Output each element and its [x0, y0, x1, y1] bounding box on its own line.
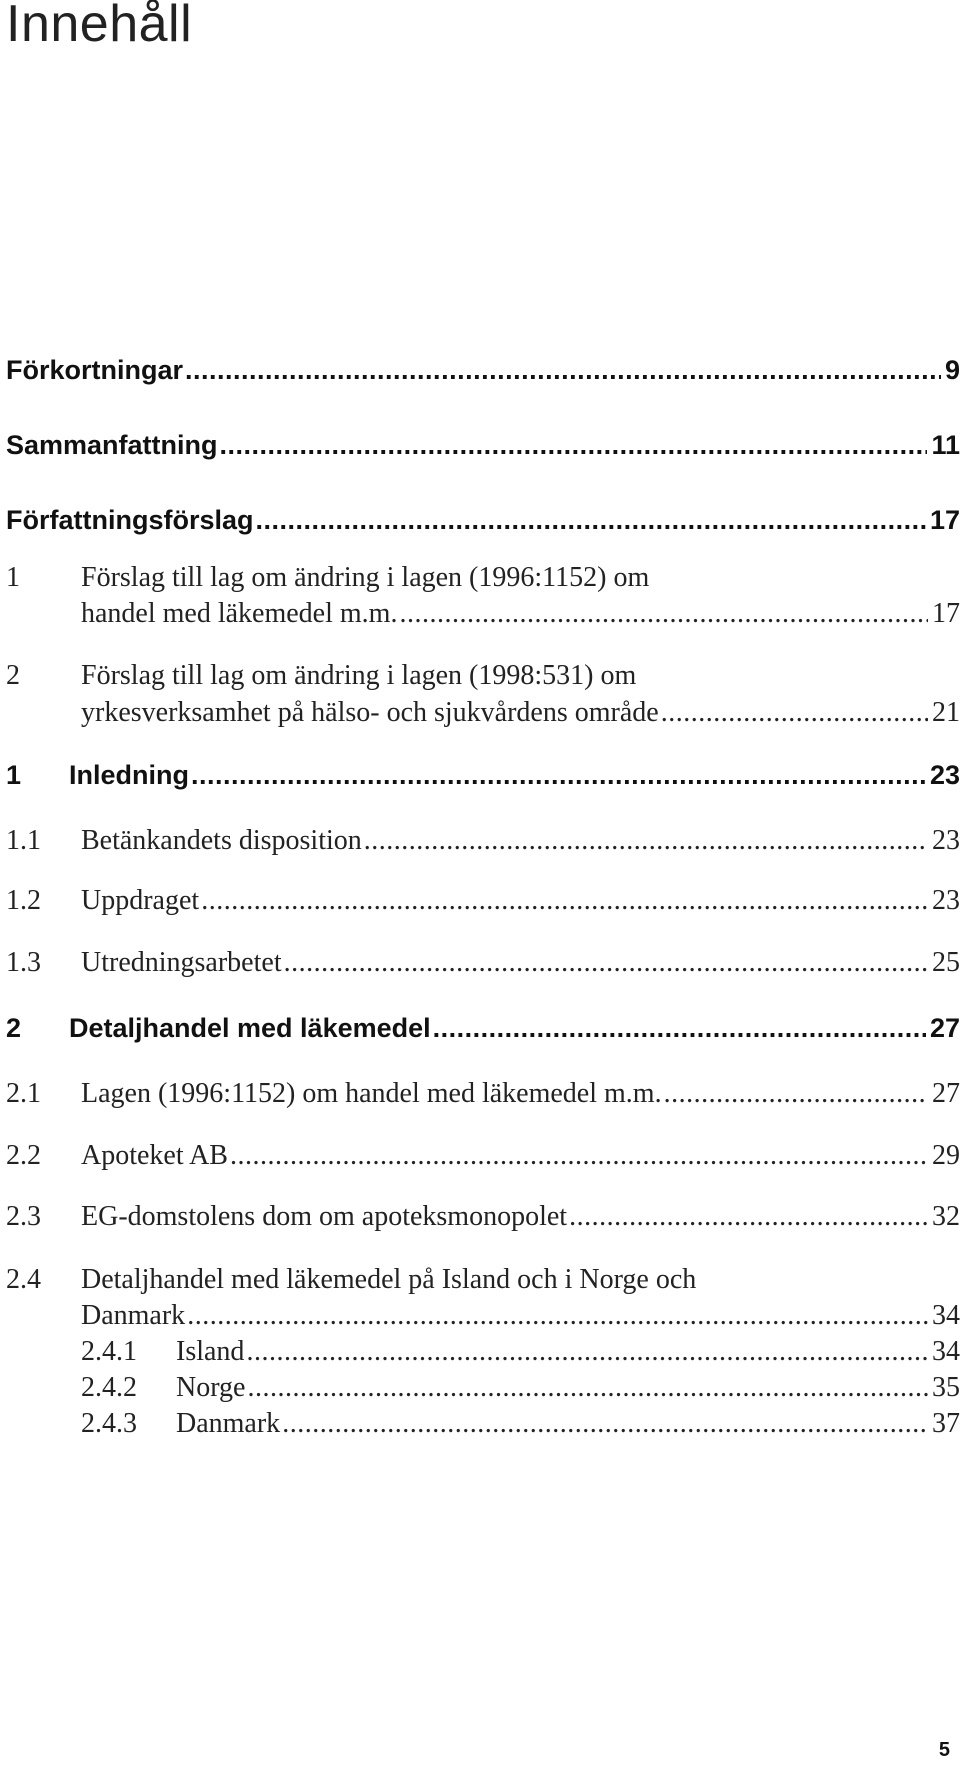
- toc-label: Betänkandets disposition: [81, 825, 362, 856]
- toc-number: 2.3: [6, 1201, 41, 1232]
- toc-label: Danmark: [81, 1300, 186, 1331]
- toc-entry-sammanfattning[interactable]: [6, 430, 960, 470]
- toc-label: Apoteket AB: [81, 1140, 228, 1171]
- toc-label: Förslag till lag om ändring i lagen (1996:1152) om: [81, 562, 650, 593]
- toc-number: 2.4: [6, 1264, 41, 1295]
- toc-entry-forslag-2-cont[interactable]: [81, 697, 960, 737]
- leader-dots: [220, 430, 928, 461]
- toc-number: 1.2: [6, 885, 41, 916]
- toc-page: 35: [932, 1372, 960, 1403]
- toc-number: 2.1: [6, 1078, 41, 1109]
- toc-entry-forslag-1-cont[interactable]: [81, 598, 960, 638]
- leader-dots: [185, 355, 941, 386]
- toc-label: Förslag till lag om ändring i lagen (1998:531) om: [81, 660, 637, 691]
- toc-page: 23: [932, 885, 960, 916]
- toc-entry-forslag-2[interactable]: [6, 660, 960, 700]
- toc-number: 1.3: [6, 947, 41, 978]
- toc-entry-2-4-2[interactable]: [81, 1372, 960, 1412]
- toc-number: 1: [6, 562, 20, 593]
- toc-page: 32: [932, 1201, 960, 1232]
- toc-page: 37: [932, 1408, 960, 1439]
- toc-number: 1.1: [6, 825, 41, 856]
- toc-entry-chapter-2[interactable]: [6, 1013, 960, 1053]
- toc-label: Danmark: [176, 1408, 281, 1439]
- leader-dots: [187, 1300, 928, 1332]
- toc-label: Inledning: [69, 760, 189, 790]
- toc-label: Detaljhandel med läkemedel: [69, 1013, 431, 1043]
- toc-label: Förkortningar: [6, 355, 184, 385]
- toc-label: Författningsförslag: [6, 505, 254, 535]
- leader-dots: [433, 1013, 926, 1044]
- toc-number: 2.4.1: [81, 1336, 137, 1367]
- toc-entry-1-2[interactable]: [6, 885, 960, 925]
- toc-entry-forkortningar[interactable]: [6, 355, 960, 395]
- toc-page: 25: [932, 947, 960, 978]
- toc-page: 23: [929, 760, 960, 790]
- leader-dots: [201, 885, 928, 917]
- toc-page: 11: [931, 430, 960, 460]
- toc-entry-2-4[interactable]: [6, 1264, 960, 1304]
- leader-dots: [664, 1078, 928, 1110]
- leader-dots: [246, 1336, 928, 1368]
- leader-dots: [256, 505, 926, 536]
- page-title: Innehåll: [6, 0, 193, 53]
- toc-entry-forfattningsforslag[interactable]: [6, 505, 960, 545]
- leader-dots: [284, 947, 928, 979]
- toc-entry-2-2[interactable]: [6, 1140, 960, 1180]
- toc-page: 27: [929, 1013, 960, 1043]
- leader-dots: [247, 1372, 928, 1404]
- toc-label: EG-domstolens dom om apoteksmonopolet: [81, 1201, 568, 1232]
- toc-page: 23: [932, 825, 960, 856]
- toc-number: 2: [6, 660, 20, 691]
- toc-number: 1: [6, 760, 22, 790]
- toc-label: Norge: [176, 1372, 246, 1403]
- toc-number: 2.4.3: [81, 1408, 137, 1439]
- toc-page: 21: [932, 697, 960, 728]
- leader-dots: [282, 1408, 928, 1440]
- toc-entry-1-1[interactable]: [6, 825, 960, 865]
- leader-dots: [230, 1140, 928, 1172]
- toc-label: Uppdraget: [81, 885, 200, 916]
- toc-entry-2-3[interactable]: [6, 1201, 960, 1241]
- toc-entry-forslag-1[interactable]: [6, 562, 960, 602]
- toc-entry-2-4-1[interactable]: [81, 1336, 960, 1376]
- leader-dots: [191, 760, 926, 791]
- leader-dots: [661, 697, 928, 729]
- toc-entry-2-4-cont[interactable]: [81, 1300, 960, 1340]
- toc-entry-2-4-3[interactable]: [81, 1408, 960, 1448]
- toc-page: 17: [932, 598, 960, 629]
- leader-dots: [364, 825, 928, 857]
- toc-page: 17: [929, 505, 960, 535]
- toc-label: Lagen (1996:1152) om handel med läkemedel m.m.: [81, 1078, 662, 1109]
- leader-dots: [399, 598, 928, 630]
- toc-number: 2.2: [6, 1140, 41, 1171]
- toc-entry-chapter-1[interactable]: [6, 760, 960, 800]
- toc-page: 34: [932, 1300, 960, 1331]
- toc-label: handel med läkemedel m.m.: [81, 598, 398, 629]
- toc-label: Island: [176, 1336, 245, 1367]
- toc-entry-1-3[interactable]: [6, 947, 960, 987]
- toc-number: 2.4.2: [81, 1372, 137, 1403]
- toc-label: yrkesverksamhet på hälso- och sjukvårdens område: [81, 697, 659, 728]
- toc-page: 29: [932, 1140, 960, 1171]
- toc-number: 2: [6, 1013, 22, 1043]
- toc-page: 9: [944, 355, 960, 385]
- leader-dots: [569, 1201, 928, 1233]
- toc-entry-2-1[interactable]: [6, 1078, 960, 1118]
- toc-page: 27: [932, 1078, 960, 1109]
- page-number: 5: [938, 1739, 950, 1761]
- toc-label: Utredningsarbetet: [81, 947, 282, 978]
- toc-label: Detaljhandel med läkemedel på Island och i Norge och: [81, 1264, 697, 1295]
- toc-page: 34: [932, 1336, 960, 1367]
- toc-label: Sammanfattning: [6, 430, 218, 460]
